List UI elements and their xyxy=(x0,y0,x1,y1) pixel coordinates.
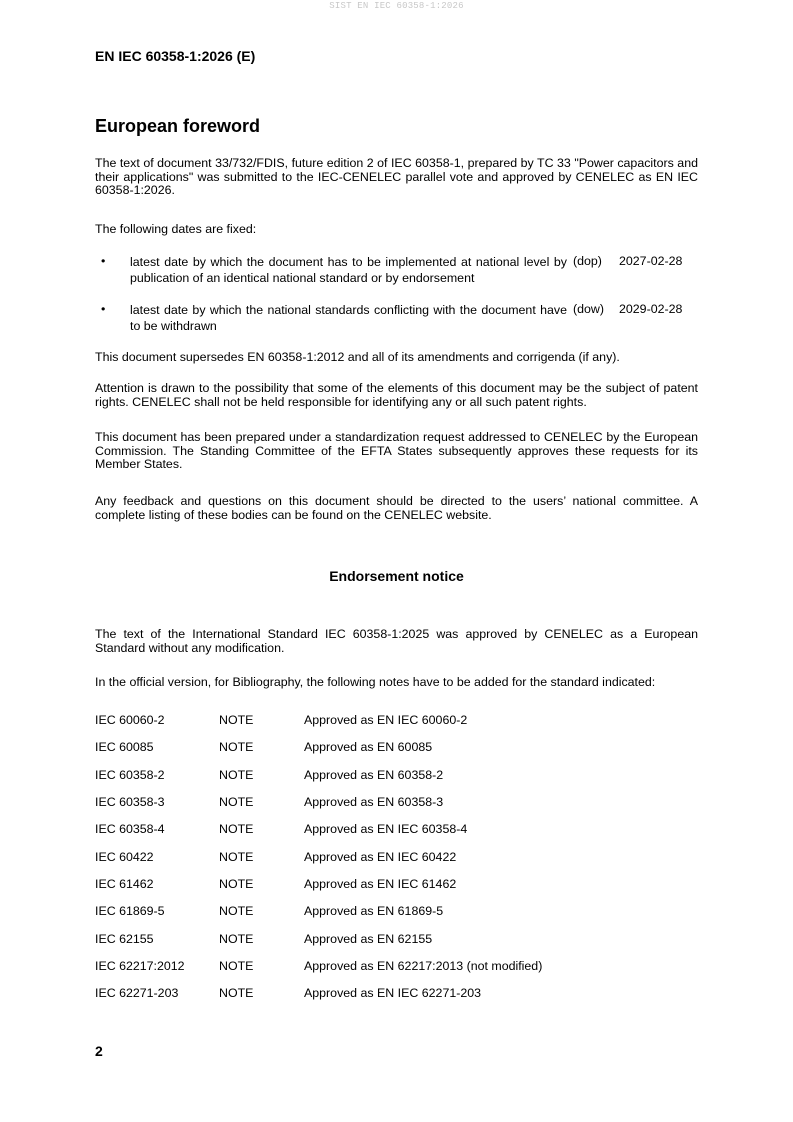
note-text: Approved as EN 62155 xyxy=(304,932,433,946)
note-text: Approved as EN IEC 62271-203 xyxy=(304,986,482,1000)
standard-id: IEC 61462 xyxy=(95,877,154,891)
standard-id: IEC 60422 xyxy=(95,850,154,864)
dop-description: latest date by which the document has to be implemented at national level by publication of an identical national standard or by endorsement xyxy=(130,255,567,285)
foreword-intro: The text of document 33/732/FDIS, future edition 2 of IEC 60358-1, prepared by TC 33 "Power capacitors and their applications" was submitted to the IEC-CENELEC parallel vote and approved by CENELEC as EN IEC 60358-1:2026. xyxy=(95,156,698,197)
note-text: Approved as EN IEC 60422 xyxy=(304,850,457,864)
standard-id: IEC 60358-2 xyxy=(95,768,165,782)
dow-description: latest date by which the national standards conflicting with the document have to be withdrawn xyxy=(130,303,567,333)
note-label: NOTE xyxy=(219,904,254,918)
endorsement-text: The text of the International Standard IEC 60358-1:2025 was approved by CENELEC as a European Standard without any modification. xyxy=(95,627,698,655)
standard-id: IEC 60085 xyxy=(95,740,154,754)
watermark: SIST EN IEC 60358-1:2026 xyxy=(329,1,464,11)
note-label: NOTE xyxy=(219,850,254,864)
document-header: EN IEC 60358-1:2026 (E) xyxy=(95,48,256,64)
bullet-dow: • xyxy=(101,302,106,316)
standard-id: IEC 62271-203 xyxy=(95,986,179,1000)
note-label: NOTE xyxy=(219,822,254,836)
standard-id: IEC 60358-3 xyxy=(95,795,165,809)
standard-id: IEC 60060-2 xyxy=(95,713,165,727)
note-text: Approved as EN 60358-3 xyxy=(304,795,444,809)
bibliography-intro: In the official version, for Bibliography, the following notes have to be added for the standard indicated: xyxy=(95,675,656,689)
mandate-text: This document has been prepared under a standardization request addressed to CENELEC by the European Commission. The Standing Committee of the EFTA States subsequently approves these requests for its Member States. xyxy=(95,430,698,471)
note-text: Approved as EN IEC 60060-2 xyxy=(304,713,468,727)
attention-text: Attention is drawn to the possibility that some of the elements of this document may be the subject of patent rights. CENELEC shall not be held responsible for identifying any or all such patent rights. xyxy=(95,381,698,409)
note-text: Approved as EN 62217:2013 (not modified) xyxy=(304,959,543,973)
bullet-dop: • xyxy=(101,254,106,268)
dow-date: 2029-02-28 xyxy=(619,302,683,316)
note-label: NOTE xyxy=(219,740,254,754)
feedback-text: Any feedback and questions on this document should be directed to the users’ national committee. A complete listing of these bodies can be found on the CENELEC website. xyxy=(95,494,698,522)
dop-date: 2027-02-28 xyxy=(619,254,683,268)
note-label: NOTE xyxy=(219,795,254,809)
standard-id: IEC 61869-5 xyxy=(95,904,165,918)
note-label: NOTE xyxy=(219,932,254,946)
dop-code: (dop) xyxy=(573,254,602,268)
standard-id: IEC 62155 xyxy=(95,932,154,946)
note-text: Approved as EN IEC 61462 xyxy=(304,877,457,891)
note-label: NOTE xyxy=(219,768,254,782)
note-label: NOTE xyxy=(219,986,254,1000)
foreword-title: European foreword xyxy=(95,116,261,136)
note-text: Approved as EN 60085 xyxy=(304,740,433,754)
standard-id: IEC 62217:2012 xyxy=(95,959,185,973)
note-text: Approved as EN 60358-2 xyxy=(304,768,444,782)
supersedes-text: This document supersedes EN 60358-1:2012 and all of its amendments and corrigenda (if any). xyxy=(95,350,620,364)
note-label: NOTE xyxy=(219,877,254,891)
standard-id: IEC 60358-4 xyxy=(95,822,165,836)
note-label: NOTE xyxy=(219,713,254,727)
dow-code: (dow) xyxy=(573,302,604,316)
note-label: NOTE xyxy=(219,959,254,973)
note-text: Approved as EN 61869-5 xyxy=(304,904,444,918)
page-number: 2 xyxy=(95,1043,103,1059)
note-text: Approved as EN IEC 60358-4 xyxy=(304,822,468,836)
dates-intro: The following dates are fixed: xyxy=(95,222,257,236)
endorsement-title: Endorsement notice xyxy=(329,568,464,584)
